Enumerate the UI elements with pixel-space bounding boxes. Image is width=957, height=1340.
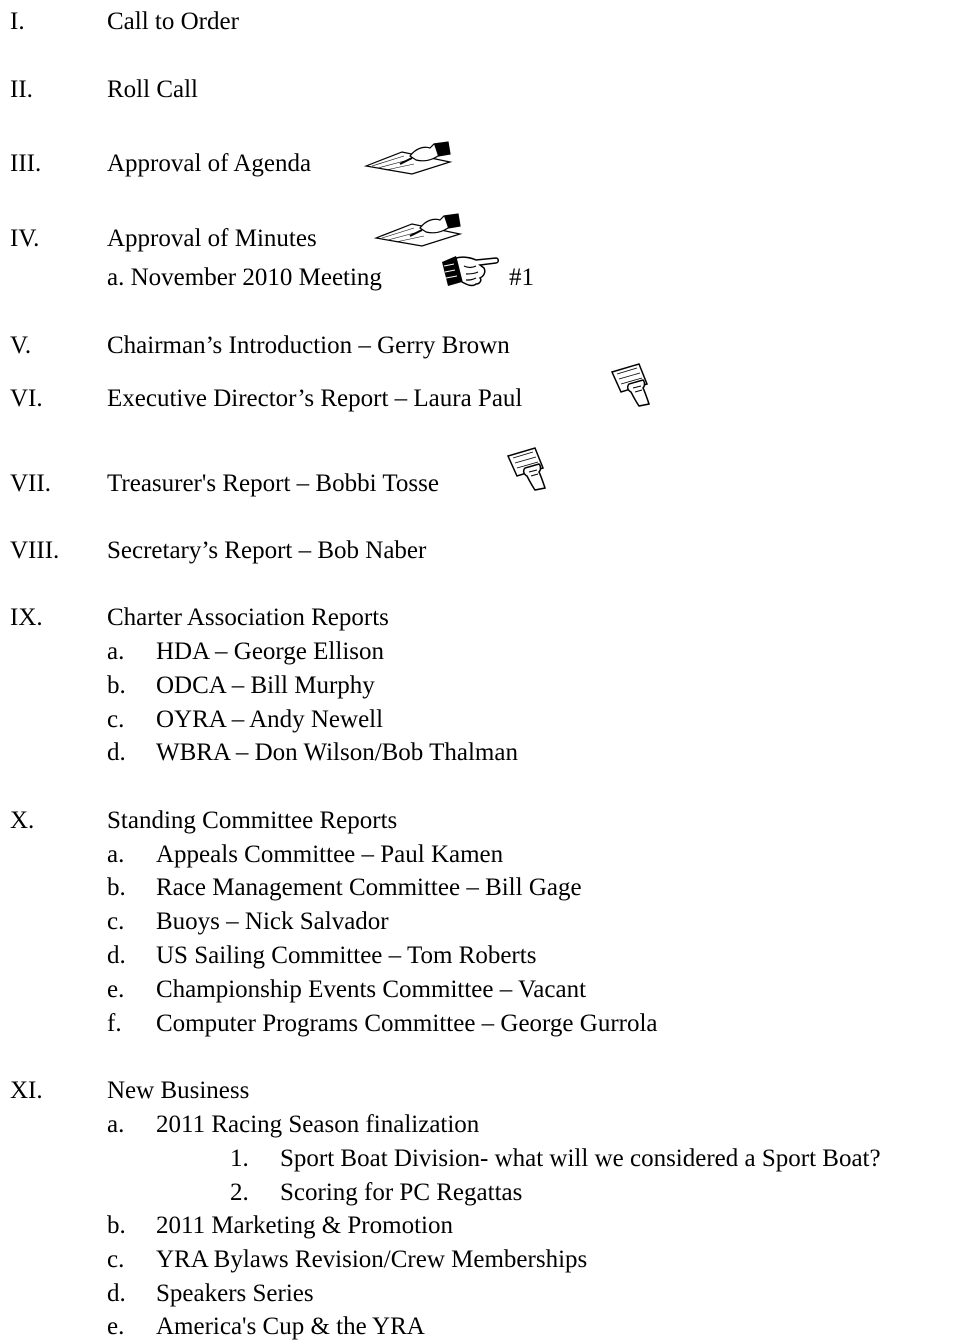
- charter-item-hda: HDA – George Ellison: [156, 638, 384, 665]
- item-num-8: VIII.: [10, 537, 60, 564]
- item-num-11: XI.: [10, 1077, 43, 1104]
- item-text-approval-of-agenda: Approval of Agenda: [107, 150, 312, 177]
- newbiz-letter-b: b.: [107, 1212, 126, 1239]
- standing-letter-f: f.: [107, 1010, 122, 1037]
- newbiz-letter-c: c.: [107, 1246, 125, 1273]
- item-text-treasurer-report: Treasurer's Report – Bobbi Tosse: [107, 470, 439, 497]
- standing-letter-b: b.: [107, 874, 126, 901]
- item-num-6: VI.: [10, 385, 43, 412]
- standing-letter-e: e.: [107, 976, 125, 1003]
- item-text-chairman-introduction: Chairman’s Introduction – Gerry Brown: [107, 332, 510, 359]
- minutes-ref-number: #1: [509, 264, 534, 291]
- newbiz-item-marketing: 2011 Marketing & Promotion: [156, 1212, 453, 1239]
- newbiz-item-americas-cup: America's Cup & the YRA: [156, 1313, 425, 1340]
- newbiz-letter-a: a.: [107, 1111, 125, 1138]
- charter-letter-a: a.: [107, 638, 125, 665]
- charter-letter-c: c.: [107, 706, 125, 733]
- hand-holding-paper-icon: [505, 446, 551, 494]
- standing-item-race-management: Race Management Committee – Bill Gage: [156, 874, 582, 901]
- item-num-2: II.: [10, 76, 33, 103]
- charter-item-odca: ODCA – Bill Murphy: [156, 672, 375, 699]
- hand-holding-paper-icon: [609, 362, 655, 410]
- hand-writing-icon: [364, 140, 454, 176]
- newbiz-sub-scoring: Scoring for PC Regattas: [280, 1179, 523, 1206]
- item-num-7: VII.: [10, 470, 51, 497]
- charter-item-wbra: WBRA – Don Wilson/Bob Thalman: [156, 739, 518, 766]
- newbiz-letter-d: d.: [107, 1280, 126, 1307]
- standing-letter-d: d.: [107, 942, 126, 969]
- standing-item-buoys: Buoys – Nick Salvador: [156, 908, 389, 935]
- item-text-approval-of-minutes: Approval of Minutes: [107, 225, 317, 252]
- standing-item-appeals: Appeals Committee – Paul Kamen: [156, 841, 504, 868]
- item-text-new-business: New Business: [107, 1077, 250, 1104]
- item-num-5: V.: [10, 332, 32, 359]
- charter-letter-b: b.: [107, 672, 126, 699]
- newbiz-sub-sport-boat: Sport Boat Division- what will we considered a Sport Boat?: [280, 1145, 881, 1172]
- standing-letter-c: c.: [107, 908, 125, 935]
- item-text-secretary-report: Secretary’s Report – Bob Naber: [107, 537, 427, 564]
- newbiz-letter-e: e.: [107, 1313, 125, 1340]
- pointing-hand-icon: [440, 252, 500, 290]
- item-text-standing-committee-reports: Standing Committee Reports: [107, 807, 398, 834]
- item-text-roll-call: Roll Call: [107, 76, 198, 103]
- hand-writing-icon: [374, 212, 464, 248]
- item-num-10: X.: [10, 807, 35, 834]
- newbiz-item-bylaws: YRA Bylaws Revision/Crew Memberships: [156, 1246, 588, 1273]
- item-num-9: IX.: [10, 604, 43, 631]
- item-text-charter-association-reports: Charter Association Reports: [107, 604, 389, 631]
- newbiz-item-speakers: Speakers Series: [156, 1280, 314, 1307]
- newbiz-sub-num-1: 1.: [230, 1145, 249, 1172]
- newbiz-item-racing-season: 2011 Racing Season finalization: [156, 1111, 480, 1138]
- charter-letter-d: d.: [107, 739, 126, 766]
- standing-item-championship-events: Championship Events Committee – Vacant: [156, 976, 587, 1003]
- item-num-1: I.: [10, 8, 25, 35]
- charter-item-oyra: OYRA – Andy Newell: [156, 706, 384, 733]
- standing-item-computer-programs: Computer Programs Committee – George Gurrola: [156, 1010, 658, 1037]
- minutes-sub-item: a. November 2010 Meeting: [107, 264, 382, 291]
- standing-item-us-sailing: US Sailing Committee – Tom Roberts: [156, 942, 537, 969]
- item-text-executive-director-report: Executive Director’s Report – Laura Paul: [107, 385, 523, 412]
- newbiz-sub-num-2: 2.: [230, 1179, 249, 1206]
- item-text-call-to-order: Call to Order: [107, 8, 239, 35]
- item-num-3: III.: [10, 150, 42, 177]
- standing-letter-a: a.: [107, 841, 125, 868]
- item-num-4: IV.: [10, 225, 40, 252]
